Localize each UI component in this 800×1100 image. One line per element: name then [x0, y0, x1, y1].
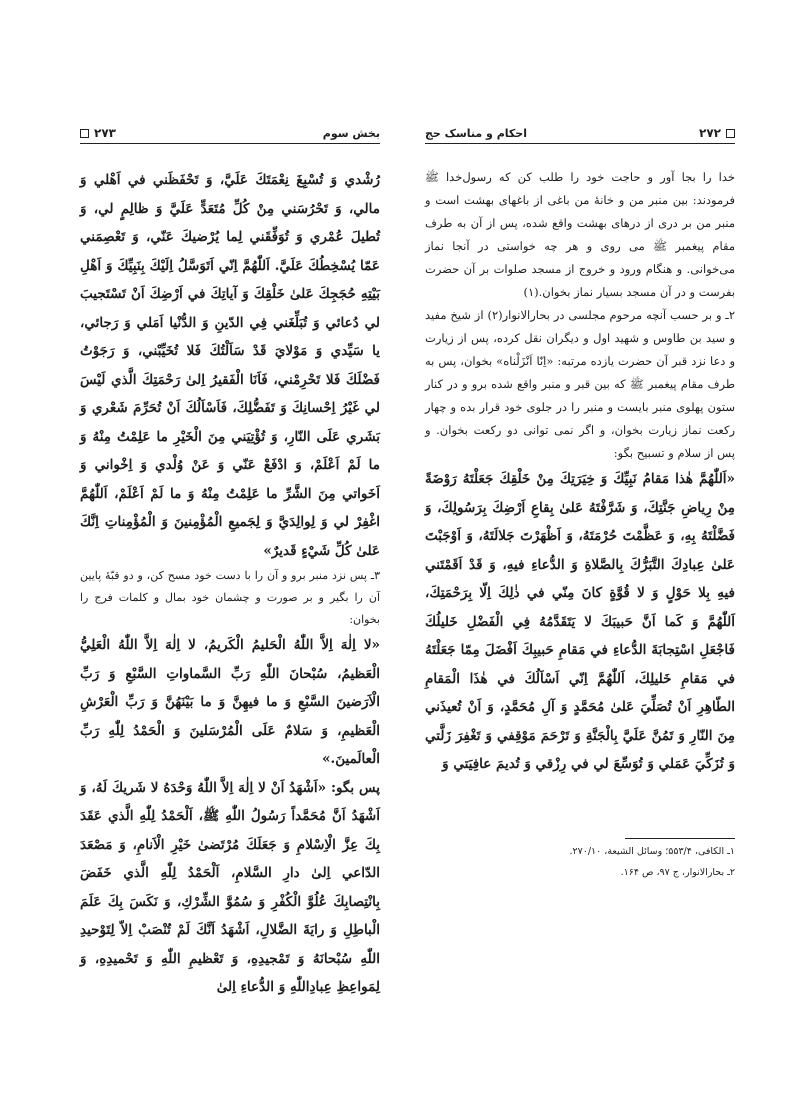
page-number-block [699, 126, 735, 140]
page-number: ۲۷۲ [699, 126, 721, 140]
running-title: احکام و مناسک حج [425, 127, 527, 140]
running-title: بخش سوم [322, 127, 380, 140]
page-header [80, 118, 380, 144]
page-number: ۲۷۳ [94, 126, 116, 140]
footnote-rule [625, 838, 735, 839]
prayer-text: رُشْدي وَ تُسْبِغَ نِعْمَتَكَ عَلَيَّ، وَ تَحْفَظَني في اَهْلي وَ مالي، وَ تَحْرُسَني مِنْ كُلِّ مُتَعَدٍّ عَلَيَّ وَ ظالِمٍ لي، وَ تُطيلَ عُمْري وَ تُوَفِّقَني لِما يُرْضيكَ عَنّي، وَ تَعْصِمَني عَمّا يُسْخِطُكَ عَلَيَّ. اَللّٰهُمَّ اِنّي اَتَوَسَّلُ اِلَيْكَ بِنَبِيِّكَ وَ اَهْلِ بَيْتِهِ حُجَجِكَ عَلىٰ خَلْقِكَ وَ آياتِكَ في اَرْضِكَ اَنْ تَسْتَجيبَ لي دُعائي وَ تُبَلِّغَني فِي الدّينِ وَ الدُّنْيا اَمَلي وَ رَجائي، يا سَيِّدي وَ مَوْلايَ قَدْ سَاَلْتُكَ فَلا تُخَيِّبْني، وَ رَجَوْتُ فَضْلَكَ فَلا تَحْرِمْني، فَاَنَا الْفَقيرُ اِلىٰ رَحْمَتِكَ الَّذي لَيْسَ لي غَيْرُ اِحْسانِكَ وَ تَفَضُّلِكَ، فَاَسْاَلُكَ اَنْ تُحَرِّمَ شَعْري وَ بَشَري عَلَى النّارِ، وَ تُؤْتِيَني مِنَ الْخَيْرِ ما عَلِمْتُ مِنْهُ وَ ما لَمْ اَعْلَمْ، وَ ادْفَعْ عَنّي وَ عَنْ وُلْدي وَ اِخْواني وَ اَخَواتي مِنَ الشَّرِّ ما عَلِمْتُ مِنْهُ وَ ما لَمْ اَعْلَمْ، اَللّٰهُمَّ اغْفِرْ لي وَ لِوالِدَيَّ وَ لِجَميعِ الْمُؤْمِنينَ وَ الْمُؤْمِناتِ اِنَّكَ عَلىٰ كُلِّ شَيْءٍ قَديرٌ» [80, 172, 380, 559]
square-icon [80, 129, 89, 138]
prayer-text: «لا اِلٰهَ اِلاَّ اللّٰهُ الْحَليمُ الْكَريمُ، لا اِلٰهَ اِلاَّ اللّٰهُ الْعَلِيُّ الْعَظيمُ، سُبْحانَ اللّٰهِ رَبِّ السَّماواتِ السَّبْعِ وَ رَبِّ الْاَرَضينَ السَّبْعِ وَ ما فيهِنَّ وَ ما بَيْنَهُنَّ وَ رَبِّ الْعَرْشِ الْعَظيمِ، وَ سَلامٌ عَلَى الْمُرْسَلينَ وَ الْحَمْدُ لِلّٰهِ رَبِّ الْعالَمينَ.» [80, 637, 380, 767]
footnote: ۱ـ الکافی، ۵۵۳/۴؛ وسائل الشیعة، ۲۷۰/۱۰. [569, 846, 735, 857]
prayer-text: پس بگو: «اَشْهَدُ اَنْ لا اِلٰهَ اِلاَّ اللّٰهُ وَحْدَهُ لا شَريكَ لَهُ، وَ اَشْهَدُ اَنَّ مُحَمَّداً رَسُولُ اللّٰهِ ﷺ، اَلْحَمْدُ لِلّٰهِ الَّذي عَقَدَ بِكَ عِزَّ الْاِسْلامِ وَ جَعَلَكَ مُرْتَضىٰ خَيْرِ الْاَنامِ، وَ مَصْعَدَ الدّاعي اِلىٰ دارِ السَّلامِ، اَلْحَمْدُ لِلّٰهِ الَّذي خَفَضَ بِانْتِصابِكَ عُلُوَّ الْكُفْرِ وَ سُمُوَّ الشِّرْكِ، وَ نَكَسَ بِكَ عَلَمَ الْباطِلِ وَ رايَةَ الضَّلالِ، اَشْهَدُ اَنَّكَ لَمْ تُنْصَبْ اِلاّ لِتَوْحيدِ اللّٰهِ سُبْحانَهُ وَ تَمْجيدِهِ، وَ تَعْظيمِ اللّٰهِ وَ تَحْميدِهِ، وَ لِمَواعِظِ عِبادِاللّٰهِ وَ الدُّعاءِ اِلىٰ [80, 779, 380, 995]
footnotes [425, 838, 735, 881]
paragraph: ۳ـ پس نزد منبر برو و آن را با دست خود مسح کن، و دو قبّهٔ پایین آن را بگیر و بر صورت و چشمان خود بمال و کلمات فرج را بخوان: [80, 569, 380, 626]
page-header [425, 118, 735, 144]
page-body [425, 166, 735, 779]
paragraph: ۲ـ و بر حسب آنچه مرحوم مجلسی در بحارالانوار(۲) از شیخ مفید و سید بن طاوس و شهید اول و دیگران نقل کرده، پس از زیارت و دعا نزد قبر آن حضرت یازده مرتبه: «اِنّا اَنْزَلْناه» بخوان، پس به طرف مقام پیغمبر ﷺ که بین قبر و منبر واقع شده برو و در کنار ستون پهلوی منبر بایست و منبر را در جلوی خود قرار بده و چهار رکعت نماز زیارت بخوان، و اگر نمی توانی دو رکعت بخوان. و پس از سلام و تسبیح بگو: [425, 308, 735, 460]
page-number-block [80, 126, 116, 140]
right-page [425, 118, 735, 1018]
footnote: ۲ـ بحارالانوار، ج ۹۷، ص ۱۶۴. [620, 867, 735, 878]
square-icon [726, 129, 735, 138]
left-page [80, 118, 380, 1018]
page-body [80, 166, 380, 1002]
prayer-text: «اَللّٰهُمَّ هٰذا مَقامُ نَبِيِّكَ وَ خِيَرَتِكَ مِنْ خَلْقِكَ جَعَلْتَهُ رَوْضَةً مِنْ رِياضِ جَنَّتِكَ، وَ شَرَّفْتَهُ عَلىٰ بِقاعِ اَرْضِكَ بِرَسُولِكَ، وَ فَضَّلْتَهُ بِهِ، وَ عَظَّمْتَ حُرْمَتَهُ، وَ اَظْهَرْتَ جَلالَتَهُ، وَ اَوْجَبْتَ عَلىٰ عِبادِكَ التَّبَرُّكَ بِالصَّلاةِ وَ الدُّعاءِ فيهِ، وَ قَدْ اَقَمْتَني فيهِ بِلا حَوْلٍ وَ لا قُوَّةٍ كانَ مِنّي في ذٰلِكَ اِلّا بِرَحْمَتِكَ، اَللّٰهُمَّ وَ كَما اَنَّ حَبيبَكَ لا يَتَقَدَّمُهُ فِي الْفَضْلِ خَليلُكَ فَاجْعَلِ اسْتِجابَةَ الدُّعاءِ في مَقامِ حَبيبِكَ اَفْضَلَ مِمّا جَعَلْتَهُ في مَقامِ خَليلِكَ، اَللّٰهُمَّ اِنّي اَسْاَلُكَ في هٰذَا الْمَقامِ الطّاهِرِ اَنْ تُصَلِّيَ عَلىٰ مُحَمَّدٍ وَ آلِ مُحَمَّدٍ، وَ اَنْ تُعيذَني مِنَ النّارِ وَ تَمُنَّ عَلَيَّ بِالْجَنَّةِ وَ تَرْحَمَ مَوْقِفي وَ تَغْفِرَ زَلَّتي وَ تُزَكِّيَ عَمَلي وَ تُوَسِّعَ لي في رِزْقي وَ تُديمَ عافِيَتي وَ [425, 471, 735, 772]
paragraph: خدا را بجا آور و حاجت خود را طلب کن که رسول‌خدا ﷺ فرمودند: بین منبر من و خانهٔ من باغی از باغهای بهشت است و منبر من بر دری از درهای بهشت واقع شده، پس از آن به طرف مقام پیغمبر ﷺ می روی و هر چه خواستی در آنجا نماز می‌خوانی. و هنگام ورود و خروج از مسجد صلوات بر آن حضرت بفرست و در آن مسجد بسیار نماز بخوان.(۱) [425, 170, 735, 299]
